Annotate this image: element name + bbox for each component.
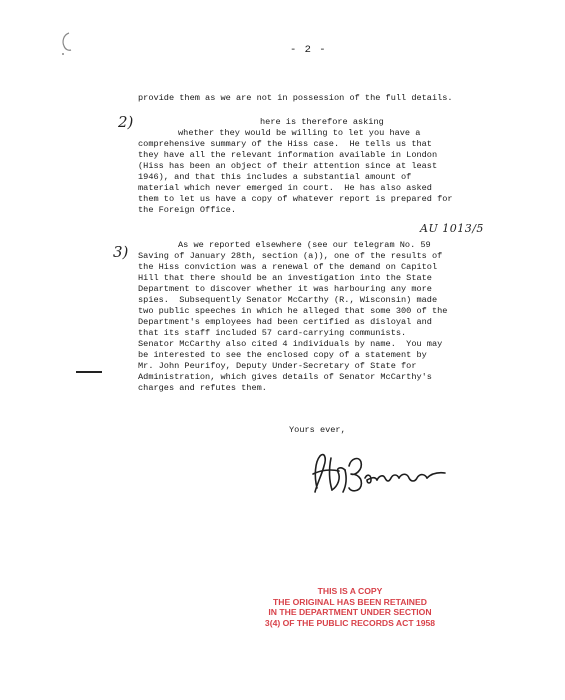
handwritten-reference: AU 1013/5 [420,222,484,235]
closing-line: Yours ever, [289,425,346,435]
copy-stamp [240,586,460,628]
text-line: here is therefore asking [260,117,384,127]
text-line: charges and refutes them. [138,383,267,393]
text-line: them to let us have a copy of whatever report is prepared for [138,194,453,204]
text-line: (Hiss has been an object of their attention since at least [138,161,438,171]
punch-mark-icon [60,30,74,56]
text-line: comprehensive summary of the Hiss case. He tells us that [138,139,432,149]
text-line: Mr. John Peurifoy, Deputy Under-Secretary of State for [138,361,417,371]
text-line: spies. Subsequently Senator McCarthy (R., Wisconsin) made [138,295,438,305]
signature-image [305,448,455,496]
page-number: - 2 - [290,44,327,56]
text-line: the Foreign Office. [138,205,236,215]
text-line: the Hiss conviction was a renewal of the demand on Capitol [138,262,438,272]
text-line: Department to discover whether it was harbouring any more [138,284,432,294]
margin-note-2: 2) [118,113,134,131]
text-line: As we reported elsewhere (see our telegram No. 59 [178,240,431,250]
margin-note-3: 3) [113,243,129,261]
text-line: Department's employees had been certified as disloyal and [138,317,432,327]
stamp-line: THIS IS A COPY [317,586,383,596]
stamp-line: 3(4) OF THE PUBLIC RECORDS ACT 1958 [264,617,436,628]
text-line: they have all the relevant information available in London [138,150,438,160]
stamp-line: THE ORIGINAL HAS BEEN RETAINED [273,596,427,607]
text-line: Hill that there should be an investigation into the State [138,273,432,283]
text-line: be interested to see the enclosed copy of a statement by [138,350,427,360]
text-line: that its staff included 57 card-carrying communists. [138,328,407,338]
text-line: whether they would be willing to let you have a [178,128,421,138]
text-line: Administration, which gives details of Senator McCarthy's [138,372,432,382]
text-line: two public speeches in which he alleged that some 300 of the [138,306,448,316]
stamp-line: IN THE DEPARTMENT UNDER SECTION [268,607,432,618]
text-line: provide them as we are not in possession of the full details. [138,93,453,103]
margin-dash-mark [76,371,102,373]
text-line: Senator McCarthy also cited 4 individuals by name. You may [138,339,443,349]
text-line: Saving of January 28th, section (a)), one of the results of [138,251,443,261]
text-line: 1946), and that this includes a substantial amount of [138,172,412,182]
text-line: material which never emerged in court. He has also asked [138,183,432,193]
